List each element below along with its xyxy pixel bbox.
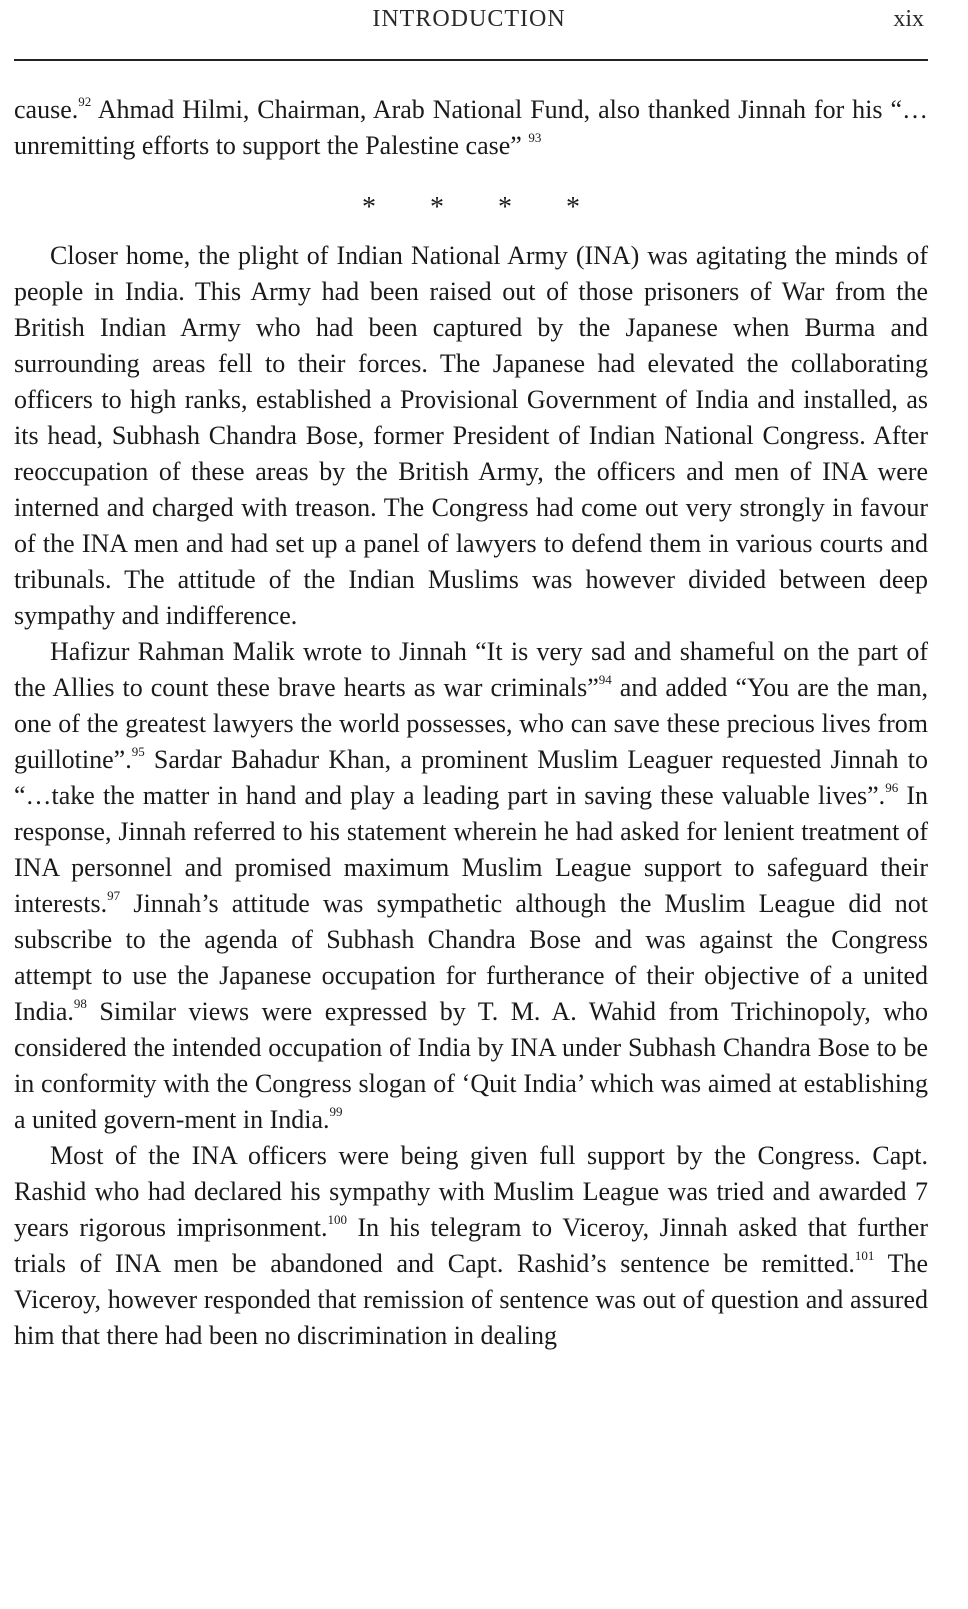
text-run: Jinnah’s attitude was sympathetic although the Muslim League did not subscribe to the agenda of Subhash Chandra Bose and was against the Congress attempt to use the Japanese occupation for furtherance of their objective of a united India.: [14, 889, 928, 1026]
footnote-marker: 92: [78, 94, 92, 110]
footnote-marker: 98: [73, 996, 87, 1012]
page-number: xix: [893, 6, 924, 32]
paragraph: [14, 92, 928, 164]
paragraph: [14, 238, 928, 634]
text-run: In response, Jinnah referred to his statement wherein he had asked for lenient treatment of INA personnel and promised maximum Muslim League support to safeguard their interests.: [14, 781, 928, 918]
paragraph: [14, 634, 928, 1138]
footnote-marker: 101: [854, 1248, 875, 1264]
footnote-marker: 95: [131, 744, 145, 760]
asterisk: *: [430, 192, 444, 223]
header-rule: [14, 59, 928, 61]
running-head: [14, 6, 924, 40]
text-run: Ahmad Hilmi, Chairman, Arab National Fund, also thanked Jinnah for his “…unremitting efforts to support the Palestine case”: [14, 95, 928, 160]
body-text: [14, 92, 928, 1354]
asterisk: *: [566, 192, 580, 223]
paragraph: [14, 1138, 928, 1354]
footnote-marker: 100: [327, 1212, 347, 1228]
text-run: Most of the INA officers were being given full support by the Congress. Capt. Rashid who had declared his sympathy with Muslim League was tried and awarded 7 years rigorous imprisonment.: [14, 1141, 928, 1242]
footnote-marker: 94: [598, 672, 612, 688]
asterisk: *: [362, 192, 376, 223]
section-break: [14, 190, 928, 228]
footnote-marker: 97: [107, 888, 121, 904]
text-run: In his telegram to Viceroy, Jinnah asked that further trials of INA men be abandoned and Capt. Rashid’s sentence be remitted.: [14, 1213, 929, 1278]
running-title: INTRODUCTION: [372, 6, 566, 32]
text-run: Hafizur Rahman Malik wrote to Jinnah “It is very sad and shameful on the part of the Allies to count these brave hearts as war criminals”: [14, 637, 928, 702]
text-run: Sardar Bahadur Khan, a prominent Muslim Leaguer requested Jinnah to “…take the matter in hand and play a leading part in saving these valuable lives”.: [14, 745, 928, 810]
footnote-marker: 99: [329, 1104, 343, 1120]
footnote-marker: 96: [885, 780, 899, 796]
text-run: cause.: [14, 95, 79, 124]
asterisk: *: [498, 192, 512, 223]
footnote-marker: 93: [528, 130, 542, 146]
text-run: Closer home, the plight of Indian National Army (INA) was agitating the minds of people in India. This Army had been raised out of those prisoners of War from the British Indian Army who had been captured by the Japanese when Burma and surrounding areas fell to their forces. The Japanese had elevated the collaborating officers to high ranks, established a Provisional Government of India and installed, as its head, Subhash Chandra Bose, former President of Indian National Congress. After reoccupation of these areas by the British Army, the officers and men of INA were interned and charged with treason. The Congress had come out very strongly in favour of the INA men and had set up a panel of lawyers to defend them in various courts and tribunals. The attitude of the Indian Muslims was however divided between deep sympathy and indifference.: [14, 241, 928, 630]
text-run: The Viceroy, however responded that remission of sentence was out of question and assured him that there had been no discrimination in dealing: [14, 1249, 929, 1350]
text-run: Similar views were expressed by T. M. A. Wahid from Trichinopoly, who considered the intended occupation of India by INA under Subhash Chandra Bose to be in conformity with the Congress slogan of ‘Quit India’ which was aimed at establishing a united govern-ment in India.: [14, 997, 928, 1134]
text-run: and added “You are the man, one of the greatest lawyers the world possesses, who can save these precious lives from guillotine”.: [14, 673, 928, 774]
